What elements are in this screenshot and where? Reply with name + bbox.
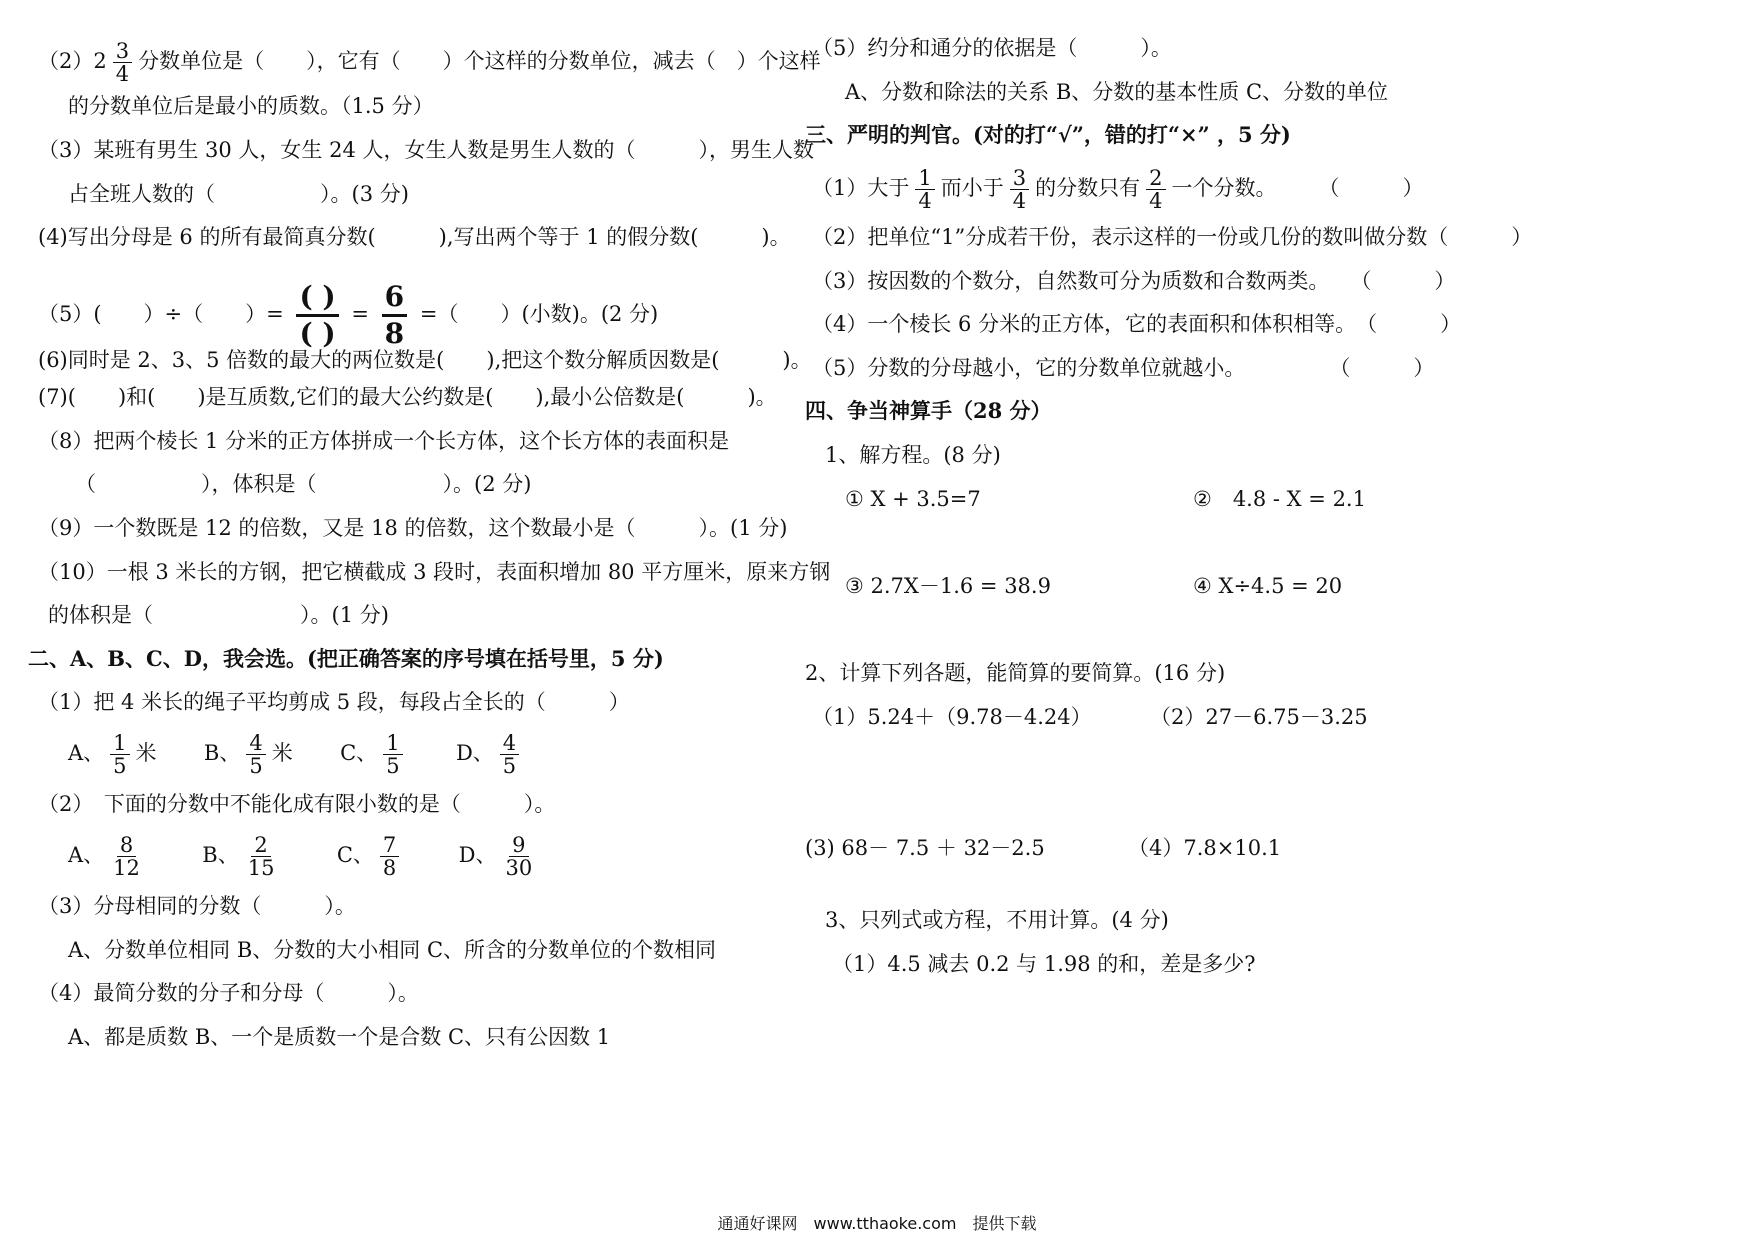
judge-5: （5）分数的分母越小，它的分数单位就越小。 （ ） — [812, 356, 1435, 380]
choice-2-options — [68, 830, 541, 880]
question-4: (4)写出分母是 6 的所有最简真分数( ),写出两个等于 1 的假分数( )。 — [38, 225, 791, 249]
judge-1: （1）大于 $\frac{1}{4}$ 而小于 $\frac{3}{4}$ 的分数只有 $\frac{2}{4}$ 一个分数。 （ ） — [812, 166, 1424, 213]
footer-credit: 通通好课网 www.tthaoke.com 提供下载 — [717, 1214, 1037, 1233]
q5-fraction: $\frac{6}{8}$ — [382, 280, 407, 351]
choice-1-options — [68, 728, 525, 778]
judge-4: （4）一个棱长 6 分米的正方体，它的表面积和体积相等。 （ ） — [812, 312, 1462, 336]
equation-2: ② 4.8 - X = 2.1 — [1193, 487, 1366, 511]
calculation-2: （2）27－6.75－3.25 — [1150, 705, 1368, 729]
choice-4-options: A、都是质数 B、一个是质数一个是合数 C、只有公因数 1 — [68, 1025, 611, 1049]
choice-3-options: A、分数单位相同 B、分数的大小相同 C、所含的分数单位的个数相同 — [68, 938, 717, 962]
choice-1-option-d: D、 $\frac{4}{5}$ — [456, 741, 525, 765]
choice-question-5: （5）约分和通分的依据是（ ）。 — [812, 36, 1172, 60]
choice-question-1: （1）把 4 米长的绳子平均剪成 5 段，每段占全长的（ ） — [38, 690, 630, 714]
subsection-3-title: 3、只列式或方程，不用计算。(4 分) — [825, 908, 1169, 932]
choice-question-2: （2） 下面的分数中不能化成有限小数的是（ ）。 — [38, 792, 556, 816]
q2-prefix: （2）2 — [38, 49, 107, 73]
choice-1-option-a: A、 $\frac{1}{5}$ 米 — [68, 731, 157, 778]
question-8-line1: （8）把两个棱长 1 分米的正方体拼成一个长方体，这个长方体的表面积是 — [38, 429, 730, 453]
choice-2-option-a: A、 $\frac{8}{12}$ — [68, 833, 140, 880]
choice-1-option-b: B、 $\frac{4}{5}$ 米 — [203, 731, 293, 778]
calculation-3: (3) 68－ 7.5 ＋ 32－2.5 — [805, 836, 1045, 860]
question-6: (6)同时是 2、3、5 倍数的最大的两位数是( ),把这个数分解质因数是( )。 — [38, 348, 812, 372]
choice-question-3: （3）分母相同的分数（ ）。 — [38, 894, 356, 918]
choice-2-option-c: C、 $\frac{7}{8}$ — [337, 843, 405, 867]
q5-prefix: （5）( ）÷（ ）= — [38, 302, 284, 326]
question-7: (7)( )和( )是互质数,它们的最大公约数是( ),最小公倍数是( )。 — [38, 385, 777, 409]
judge-1-fraction-2: $\frac{3}{4}$ — [1010, 167, 1029, 212]
q5-equals: = — [351, 302, 369, 326]
choice-2-option-d: D、 $\frac{9}{30}$ — [458, 833, 533, 880]
equation-4: ④ X÷4.5 = 20 — [1193, 574, 1343, 598]
question-3-line2: 占全班人数的（ ）。(3 分) — [68, 182, 409, 206]
q2-fraction: $\frac{3}{4}$ — [113, 40, 132, 85]
q5-suffix: =（ ）(小数)。(2 分) — [419, 302, 659, 326]
choice-2-option-b: B、 $\frac{2}{15}$ — [202, 833, 275, 880]
calculation-1: （1）5.24＋（9.78－4.24） — [812, 705, 1092, 729]
judge-3: （3）按因数的个数分，自然数可分为质数和合数两类。 （ ） — [812, 269, 1456, 293]
judge-2: （2）把单位“1”分成若干份，表示这样的一份或几份的数叫做分数（ ） — [812, 225, 1533, 249]
q5-big-fraction: $\frac{( )}{( )}$ — [296, 280, 338, 351]
equation-1: ① X + 3.5=7 — [845, 487, 981, 511]
question-5 — [38, 280, 658, 351]
question-9: （9）一个数既是 12 的倍数，又是 18 的倍数，这个数最小是（ ）。(1 分) — [38, 516, 788, 540]
choice-question-4: （4）最简分数的分子和分母（ ）。 — [38, 981, 419, 1005]
q2-text: 分数单位是（ ），它有（ ）个这样的分数单位，减去（ ）个这样 — [138, 49, 821, 73]
section-4-title: 四、争当神算手（28 分） — [805, 398, 1052, 423]
question-10-line2: 的体积是（ ）。(1 分) — [48, 603, 389, 627]
equation-3: ③ 2.7X－1.6 = 38.9 — [845, 574, 1051, 598]
word-problem-1: （1）4.5 减去 0.2 与 1.98 的和，差是多少? — [832, 952, 1256, 976]
calculation-4: （4）7.8×10.1 — [1128, 836, 1282, 860]
question-10-line1: （10）一根 3 米长的方钢，把它横截成 3 段时，表面积增加 80 平方厘米，原来方钢 — [38, 560, 831, 584]
question-2-line1 — [38, 40, 821, 85]
section-3-title: 三、严明的判官。(对的打“√”，错的打“×” ，5 分) — [805, 122, 1291, 147]
subsection-1-title: 1、解方程。(8 分) — [825, 443, 1001, 467]
question-3-line1: （3）某班有男生 30 人，女生 24 人，女生人数是男生人数的（ ），男生人数 — [38, 138, 815, 162]
choice-1-option-c: C、 $\frac{1}{5}$ — [340, 741, 408, 765]
judge-1-fraction-1: $\frac{1}{4}$ — [915, 167, 934, 212]
judge-1-fraction-3: $\frac{2}{4}$ — [1146, 167, 1165, 212]
question-2-line2: 的分数单位后是最小的质数。（1.5 分） — [68, 94, 434, 118]
choice-5-options: A、分数和除法的关系 B、分数的基本性质 C、分数的单位 — [845, 80, 1389, 104]
question-8-line2: （ ），体积是（ ）。(2 分) — [75, 472, 532, 496]
subsection-2-title: 2、计算下列各题，能简算的要简算。(16 分) — [805, 661, 1226, 685]
section-2-title: 二、A、B、C、D，我会选。(把正确答案的序号填在括号里，5 分) — [28, 646, 664, 671]
